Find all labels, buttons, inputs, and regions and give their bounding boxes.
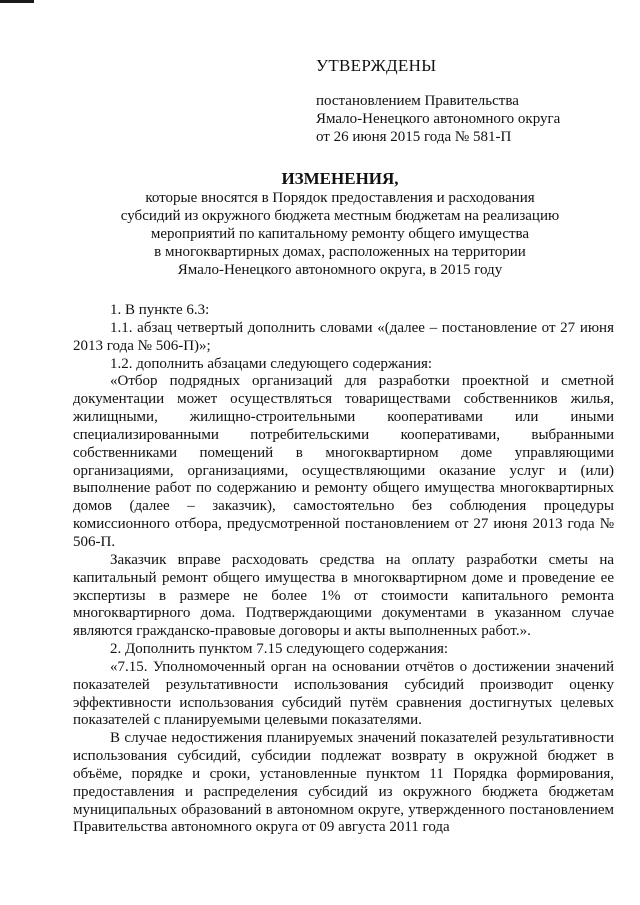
paragraph-estimate-costs: Заказчик вправе расходовать средства на оплату разработки сметы на капитальный ремонт общего имущества в многоквартирном доме и проведение ее экспертизы в размере не более 1% от стоимости капитального ремонта многоквартирного дома. Подтверждающими документами в указанном случае являются гражданско-правовые договоры и акты выполненных работ.». <box>73 551 614 640</box>
paragraph-subsidy-return: В случае недостижения планируемых значений показателей результативности использования субсидий, субсидии подлежат возврату в окружной бюджет в объёме, порядке и сроки, установленные пунктом 11 Порядка формирования, предоставления и распределения субсидий из окружного бюджета бюджетам муниципальных образований в автономном округе, утвержденного постановлением Правительства автономного округа от 09 августа 2011 года <box>73 730 614 836</box>
approval-line: постановлением Правительства <box>316 93 519 109</box>
title-subline: Ямало-Ненецкого автономного округа, в 2015 году <box>177 262 503 278</box>
approval-date-line: от 26 июня 2015 года № 581-П <box>316 129 512 145</box>
document-title-block <box>60 170 620 279</box>
paragraph-item-2: 2. Дополнить пунктом 7.15 следующего содержания: <box>110 641 449 658</box>
title-subline: которые вносятся в Порядок предоставления и расходования <box>145 190 535 206</box>
title-subline: субсидий из окружного бюджета местным бюджетам на реализацию <box>120 208 560 224</box>
paragraph-contractor-selection: «Отбор подрядных организаций для разработки проектной и сметной документации может осуществляться товариществами собственников жилья, жилищными, жилищно-строительными кооперативами или иными специализированными потребительскими кооперативами, выбранными собственниками помещений в многоквартирном доме управляющими организациями, организациями, осуществляющими оказание услуг и (или) выполнение работ по содержанию и ремонту общего имущества многоквартирных домов (далее – заказчик), самостоятельно без соблюдения процедуры комиссионного отбора, предусмотренной постановлением от 27 июня 2013 года № 506-П. <box>73 373 614 550</box>
document-body <box>73 302 614 837</box>
paragraph-item-1: 1. В пункте 6.3: <box>110 302 210 318</box>
approval-stamp <box>316 57 616 146</box>
approval-heading: УТВЕРЖДЕНЫ <box>316 56 437 75</box>
approval-line: Ямало-Ненецкого автономного округа <box>316 111 561 127</box>
paragraph-item-1-2: 1.2. дополнить абзацами следующего содержания: <box>110 355 433 372</box>
title-subline: в многоквартирных домах, расположенных на территории <box>154 244 526 260</box>
paragraph-item-7-15: «7.15. Уполномоченный орган на основании отчётов о достижении значений показателей результативности использования субсидий производит оценку эффективности использования субсидий путём сравнения достигнутых целевых показателей с планируемыми целевыми показателями. <box>73 658 614 729</box>
title-subline: мероприятий по капитальному ремонту общего имущества <box>150 226 530 242</box>
document-title: ИЗМЕНЕНИЯ, <box>281 169 399 188</box>
paragraph-item-1-1: 1.1. абзац четвертый дополнить словами «(далее – постановление от 27 июня 2013 года № 506-П)»; <box>73 319 614 354</box>
scan-edge-mark <box>0 0 34 3</box>
